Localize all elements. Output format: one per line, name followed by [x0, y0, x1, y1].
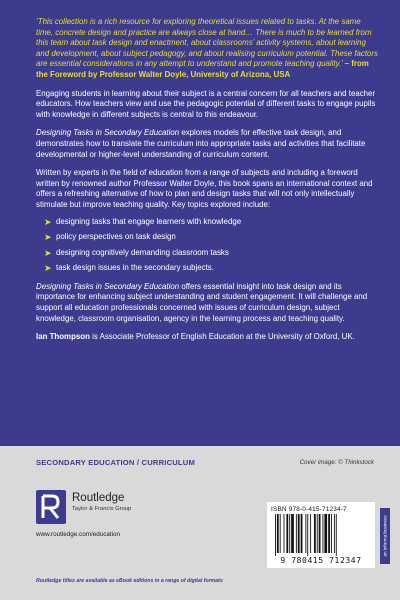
- quote-attribution: – from the Foreword by Professor Walter Doyle, University of Arizona, USA: [36, 59, 369, 79]
- foreword-quote: [36, 17, 378, 81]
- list-item: ➤ task design issues in the secondary subjects.: [44, 263, 214, 274]
- barcode-bars: [267, 514, 375, 556]
- barcode-digits: 9 780415 712347: [280, 556, 362, 565]
- quote-text: ‘This collection is a rich resource for exploring theoretical issues related to tasks. At the same time, concrete design and practice are always close at hand… There is much to be learned from this team about task design and enactment, about classrooms’ activity systems, about learning and development, about subject pedagogy, and about realising curriculum potential. These factors are essential considerations in any attempt to understand and promote teaching quality.’: [36, 17, 378, 69]
- description-paragraph: Designing Tasks in Secondary Education explores models for effective task design, and demonstrates how to translate the curriculum into appropriate tasks and activities that facilitate developmental or higher-level understanding of curriculum content.: [36, 128, 366, 159]
- publisher-group: Taylor & Francis Group: [72, 506, 132, 512]
- publisher-url: www.routledge.com/education: [36, 531, 121, 538]
- arrowhead-icon: ➤: [44, 263, 52, 274]
- informa-label: an informa business: [382, 515, 388, 557]
- experts-paragraph: Written by experts in the field of education from a range of subjects and including a foreword written by renowned author Professor Walter Doyle, this book spans an international context and offers a refreshing alternative of how to plan and design tasks that will not only intellectually stimulate but improve teaching quality. Key topics explored include:: [36, 168, 373, 209]
- list-item: ➤ policy perspectives on task design: [44, 232, 176, 243]
- intro-paragraph: Engaging students in learning about their subject is a central concern for all teachers and teacher educators. How teachers view and use the pedagogic potential of different tasks to engage pupils with knowledge in different subjects is central to this endeavour.: [36, 88, 376, 119]
- topics-list: [44, 217, 378, 274]
- offers-paragraph: Designing Tasks in Secondary Education offers essential insight into task design and its importance for enhancing subject understanding and student engagement. It will challenge and support all education professionals concerned with issues of curriculum design, subject knowledge, classroom organisation, agency in the learning process and teaching quality.: [36, 281, 368, 323]
- author-bio: Ian Thompson is Associate Professor of English Education at the University of Oxford, UK.: [36, 332, 355, 342]
- list-item: ➤ designing cognitively demanding classroom tasks: [44, 247, 229, 258]
- ebook-note: Routledge titles are available as eBook editions in a range of digital formats: [36, 578, 223, 584]
- arrowhead-icon: ➤: [44, 216, 52, 227]
- informa-strip: [380, 508, 390, 564]
- barcode: [267, 502, 375, 568]
- author-name: Ian Thompson: [36, 332, 90, 342]
- cover-credit: Cover image: © Thinkstock: [299, 459, 374, 466]
- list-item: ➤ designing tasks that engage learners with knowledge: [44, 216, 242, 227]
- book-title-inline: Designing Tasks in Secondary Education: [36, 281, 180, 291]
- publisher-name: Routledge: [72, 492, 125, 504]
- isbn-label: ISBN 978-0-415-71234-7: [271, 506, 347, 513]
- book-title-inline: Designing Tasks in Secondary Education: [36, 128, 180, 138]
- arrowhead-icon: ➤: [44, 232, 52, 243]
- routledge-logo-icon: [36, 490, 66, 524]
- arrowhead-icon: ➤: [44, 247, 52, 258]
- publisher-logo: [36, 490, 196, 560]
- subject-category: SECONDARY EDUCATION / CURRICULUM: [36, 458, 195, 467]
